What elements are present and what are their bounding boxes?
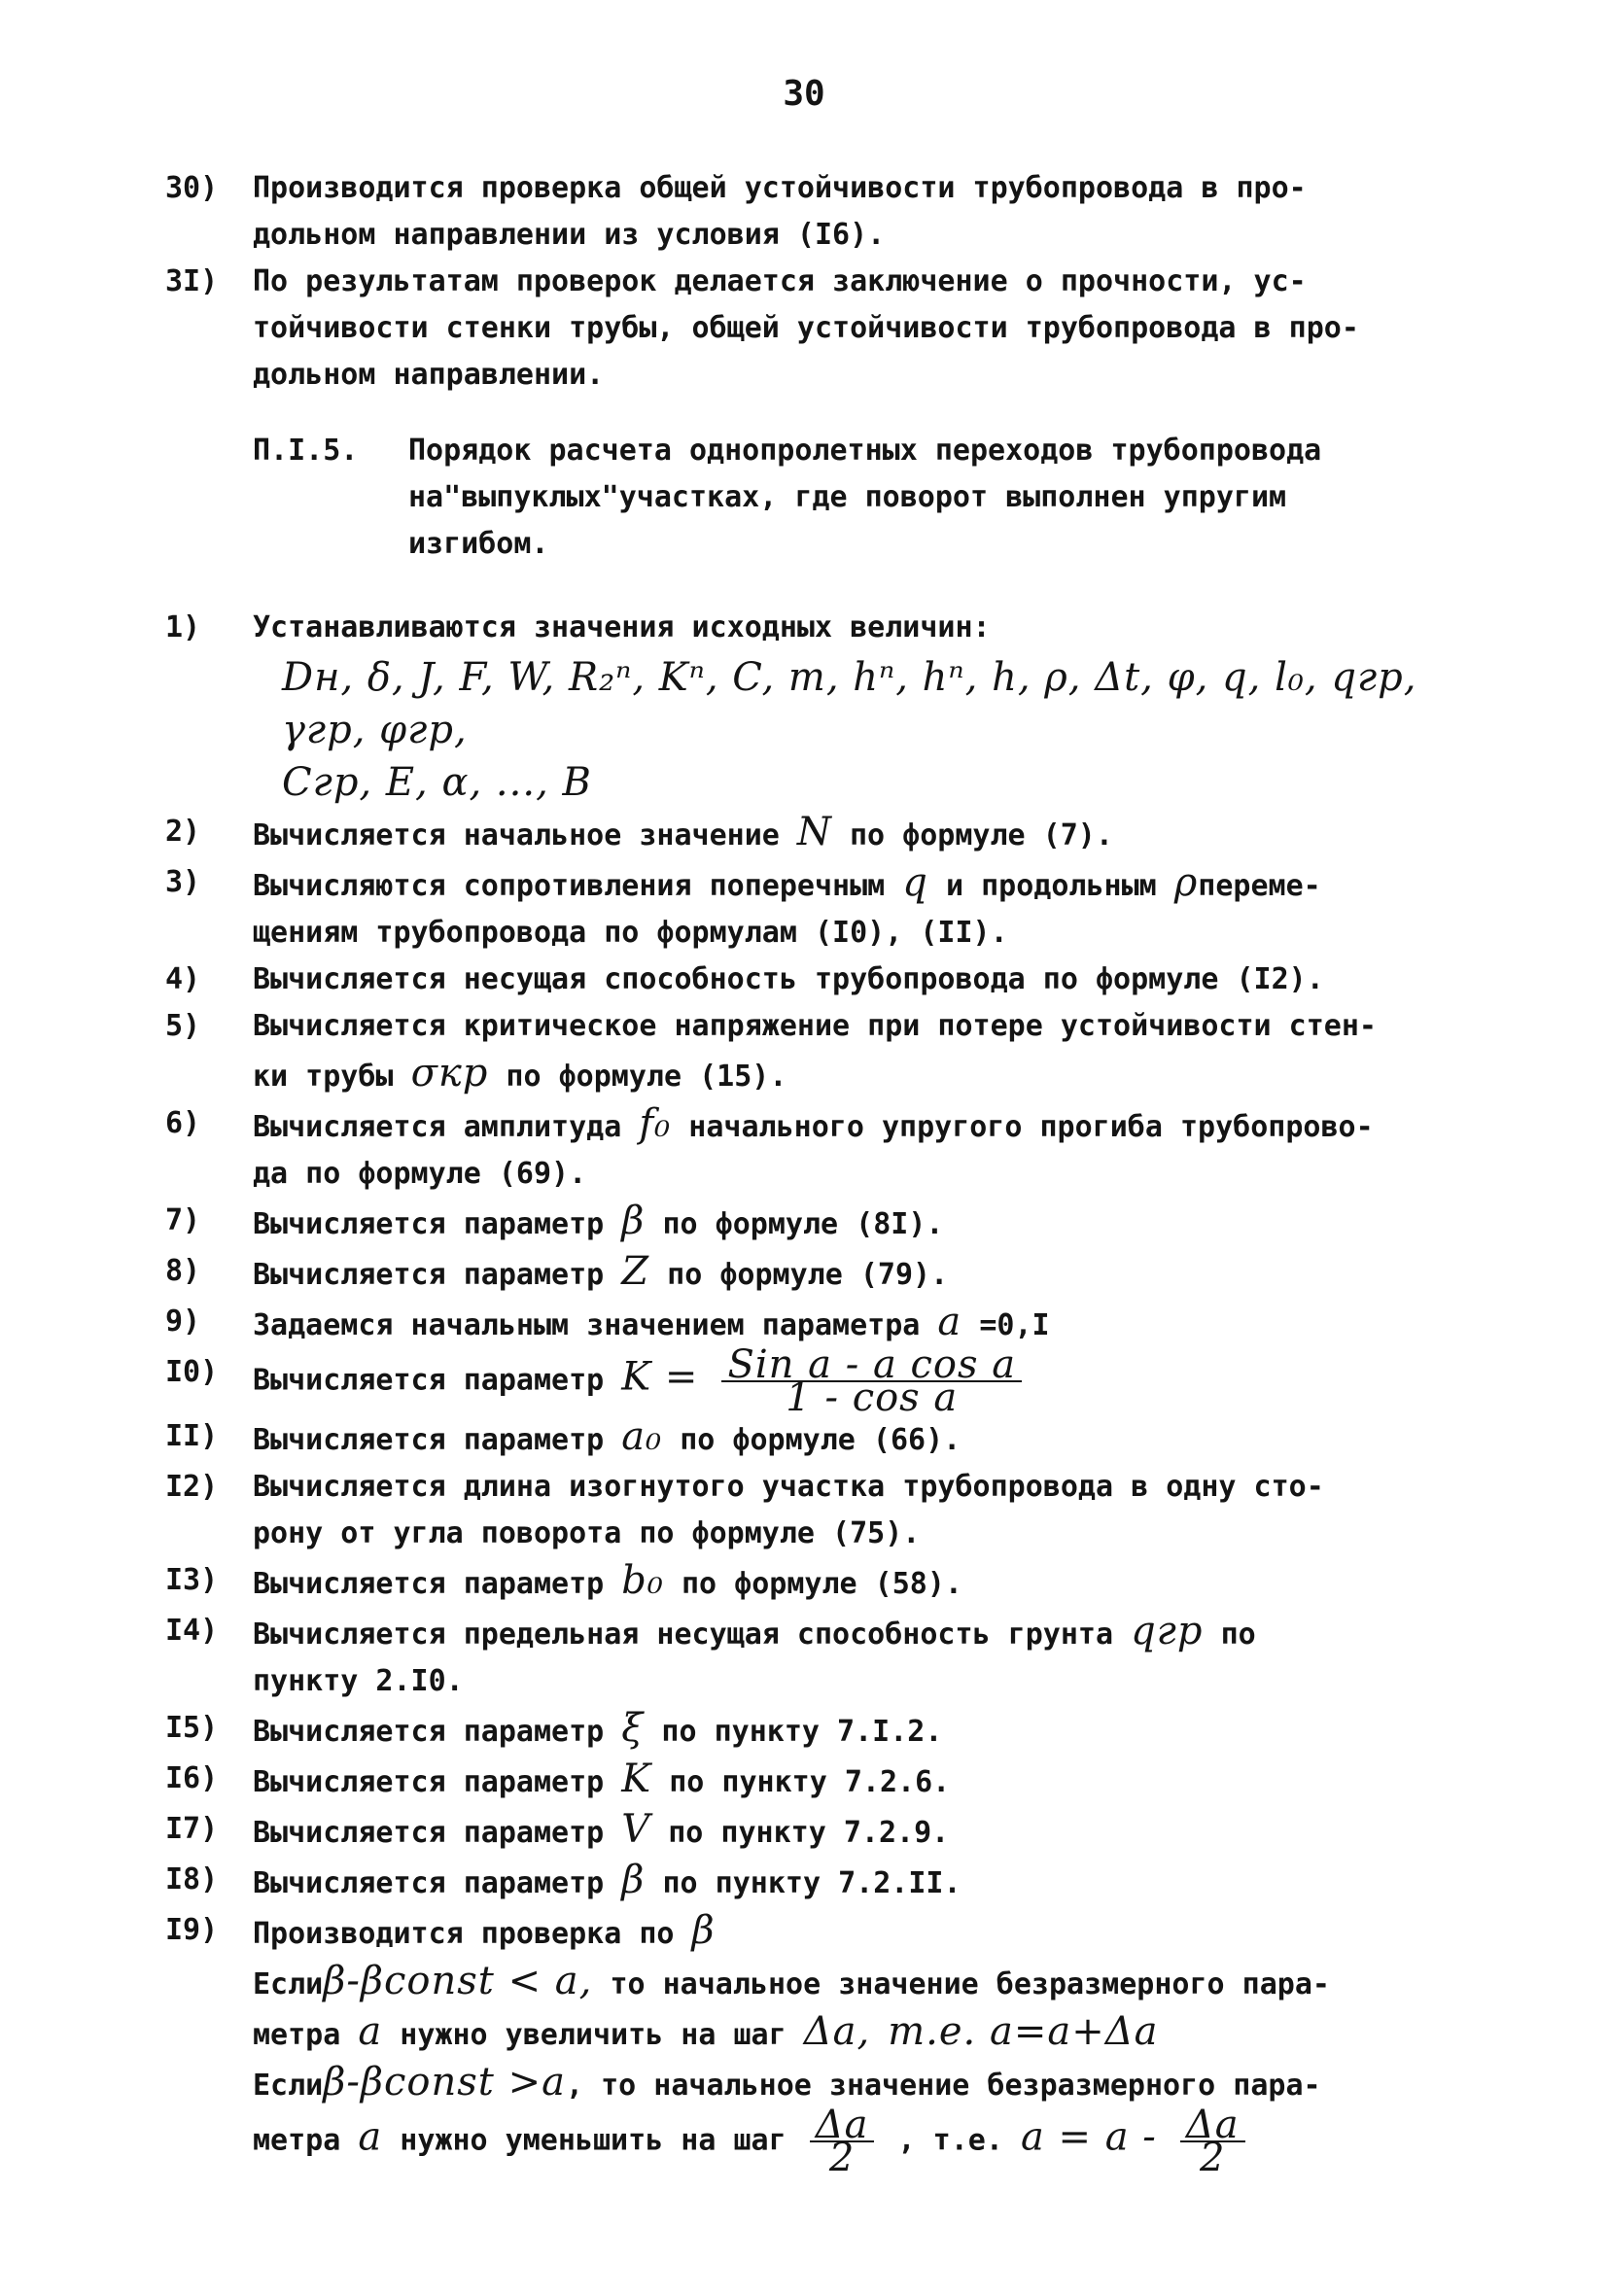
fraction-numerator: Δa (810, 2109, 875, 2142)
handwritten-symbol: β (621, 1199, 646, 1243)
item-text: по пункту 7.2.II. (662, 1866, 961, 1900)
item-text: Вычисляется длина изогнутого участка трубопровода в одну сто- (253, 1470, 1324, 1504)
fraction-denominator: 2 (1200, 2136, 1226, 2180)
item-number: 4) (165, 962, 201, 996)
item-text: Вычисляется параметр (253, 1363, 605, 1398)
list-item (165, 1557, 1487, 1608)
list-item (165, 957, 1487, 1003)
item-text: Вычисляется начальное значение (253, 818, 780, 852)
item-text: , т.е. (897, 2123, 1003, 2158)
handwritten-symbol: qгр (1131, 1609, 1204, 1653)
list-item (165, 809, 1487, 859)
list-item (165, 1857, 1487, 1907)
handwritten-symbol: a (358, 2114, 383, 2160)
item-text: Вычисляется параметр (253, 1567, 605, 1601)
item-text: Вычисляется параметр (253, 1715, 605, 1749)
item-text: щениям трубопровода по формулам (I0), (II). (253, 916, 1008, 950)
item-text: начального упругого прогиба трубопрово- (688, 1110, 1374, 1144)
item-text: по формуле (15). (506, 1060, 787, 1094)
item-number: 8) (165, 1254, 201, 1288)
page-number: 30 (783, 74, 825, 114)
item-text: по формуле (7). (849, 818, 1113, 852)
item-number: 9) (165, 1305, 201, 1339)
handwritten-symbol: K = (621, 1354, 699, 1400)
item-number: I3) (165, 1563, 219, 1597)
item-number: 6) (165, 1106, 201, 1140)
fraction-numerator: Δa (1180, 2109, 1245, 2142)
document-body (165, 165, 1487, 2180)
item-text: по (1220, 1618, 1256, 1652)
handwritten-symbol: K (621, 1757, 652, 1801)
item-text: Если (253, 2069, 324, 2103)
list-item (165, 605, 1487, 809)
list-item (165, 1608, 1487, 1705)
fraction-denominator: 2 (828, 2136, 856, 2180)
handwritten-symbol: V (621, 1807, 651, 1852)
handwritten-symbol: β (691, 1908, 716, 1953)
item-number: I9) (165, 1913, 219, 1947)
handwritten-symbol: β-βconst < a, (323, 1959, 593, 2003)
item-text: дольном направлении из условия (I6). (253, 218, 886, 252)
handwritten-symbol: N (796, 810, 832, 854)
item-text: пункту 2.I0. (253, 1664, 464, 1698)
fraction-denominator: 1 - cos a (786, 1375, 959, 1420)
section-heading (165, 428, 1487, 568)
handwritten-symbol: т.е. a=a+Δa (888, 2009, 1159, 2054)
item-number: 5) (165, 1009, 201, 1043)
list-item (165, 1003, 1487, 1100)
formula-fraction (810, 2103, 875, 2180)
section-title-line: на"выпуклых"участках, где поворот выполнен упругим (408, 480, 1287, 514)
item-number: I8) (165, 1862, 219, 1896)
item-text: Производится проверка по (253, 1917, 675, 1951)
item-text: =0,I (979, 1308, 1050, 1342)
handwritten-symbols: Cгр, E, α, ..., B (282, 760, 592, 805)
handwritten-symbol: β (621, 1858, 646, 1902)
item-text: да по формуле (69). (253, 1157, 587, 1191)
item-number: 1) (165, 610, 201, 644)
item-number: I0) (165, 1355, 219, 1389)
section-title-line: изгибом. (408, 527, 549, 561)
list-item (165, 259, 1487, 399)
list-item (165, 1464, 1487, 1557)
item-text: Вычисляется несущая способность трубопровода по формуле (I2). (253, 962, 1324, 996)
item-text: по пункту 7.2.9. (668, 1816, 950, 1850)
item-text: переме- (1198, 869, 1321, 903)
fraction-numerator: Sin a - a cos a (721, 1349, 1022, 1382)
list-item (165, 1413, 1487, 1464)
item-text: ки трубы (253, 1060, 394, 1094)
handwritten-symbol: a (937, 1300, 962, 1344)
handwritten-symbol: f₀ (639, 1101, 672, 1146)
item-text: по формуле (58). (682, 1567, 962, 1601)
item-text: метра (253, 2123, 341, 2158)
item-number: 7) (165, 1203, 201, 1237)
list-item (165, 1100, 1487, 1198)
item-text: по формуле (8I). (662, 1207, 944, 1241)
item-text: дольном направлении. (253, 358, 605, 392)
item-number: I7) (165, 1812, 219, 1846)
item-number: I2) (165, 1470, 219, 1504)
item-text: Вычисляется амплитуда (253, 1110, 622, 1144)
item-number: I5) (165, 1711, 219, 1745)
section-title-line: Порядок расчета однопролетных переходов трубопровода (408, 434, 1322, 468)
item-text: тойчивости стенки трубы, общей устойчивости трубопровода в про- (253, 311, 1359, 345)
item-number: 30) (165, 171, 219, 205)
item-text: нужно уменьшить на шаг (400, 2123, 787, 2158)
item-text: Вычисляется параметр (253, 1866, 605, 1900)
item-text: то начальное значение безразмерного пара- (610, 1967, 1330, 2001)
item-text: Вычисляется параметр (253, 1423, 605, 1457)
item-text: по пункту 7.I.2. (661, 1715, 943, 1749)
handwritten-symbol: a = a - (1020, 2114, 1157, 2160)
handwritten-symbol: ρ (1173, 860, 1199, 905)
item-text: Вычисляется параметр (253, 1258, 605, 1292)
item-text: метра (253, 2018, 341, 2052)
handwritten-symbol: ξ (621, 1706, 645, 1751)
handwritten-symbol: b₀ (621, 1558, 664, 1603)
list-item (165, 1705, 1487, 1756)
item-text: Вычисляется предельная несущая способность грунта (253, 1618, 1114, 1652)
item-text: Задаемся начальным значением параметра (253, 1308, 921, 1342)
item-text: , то начальное значение безразмерного пара- (565, 2069, 1321, 2103)
list-item (165, 165, 1487, 259)
list-item (165, 1342, 1487, 1420)
item-text: по пункту 7.2.6. (669, 1765, 951, 1799)
item-text: Вычисляются сопротивления поперечным (253, 869, 886, 903)
handwritten-symbol: q (902, 860, 928, 905)
handwritten-symbol: σкр (410, 1051, 489, 1096)
item-text: По результатам проверок делается заключение о прочности, ус- (253, 264, 1307, 298)
item-number: 3I) (165, 264, 219, 298)
list-item (165, 1248, 1487, 1299)
item-text: нужно увеличить на шаг (400, 2018, 787, 2052)
list-item (165, 1907, 1487, 2180)
handwritten-symbols: Dн, δ, J, F, W, R₂ⁿ, Kⁿ, C, m, hⁿ, hⁿ, h, ρ, Δt, φ, q, l₀, qгр, γгр, φгр, (282, 655, 1417, 752)
item-number: 2) (165, 815, 201, 849)
list-item (165, 859, 1487, 957)
item-number: I4) (165, 1614, 219, 1648)
item-text: Если (253, 1967, 324, 2001)
item-text: Вычисляется критическое напряжение при потере устойчивости стен- (253, 1009, 1377, 1043)
list-item (165, 1756, 1487, 1806)
item-text: Производится проверка общей устойчивости трубопровода в про- (253, 171, 1307, 205)
handwritten-symbol: β-βconst >a (323, 2060, 566, 2105)
list-item (165, 1806, 1487, 1857)
formula-fraction (1180, 2103, 1245, 2180)
section-number: П.I.5. (253, 434, 359, 468)
item-number: 3) (165, 865, 201, 899)
item-text: и продольным (945, 869, 1157, 903)
item-text: Вычисляется параметр (253, 1816, 605, 1850)
handwritten-symbol: a₀ (621, 1414, 663, 1459)
handwritten-symbol: Δa, (803, 2009, 871, 2054)
item-text: по формуле (66). (680, 1423, 961, 1457)
item-text: Вычисляется параметр (253, 1207, 605, 1241)
item-text: рону от угла поворота по формуле (75). (253, 1516, 921, 1550)
item-text: Устанавливаются значения исходных величин: (253, 610, 991, 644)
item-number: I6) (165, 1761, 219, 1795)
handwritten-symbol: Z (621, 1249, 650, 1294)
list-item (165, 1198, 1487, 1248)
item-text: по формуле (79). (667, 1258, 949, 1292)
formula-fraction (721, 1342, 1022, 1420)
item-number: II) (165, 1419, 219, 1453)
handwritten-symbol: a (358, 2009, 383, 2054)
item-text: Вычисляется параметр (253, 1765, 605, 1799)
